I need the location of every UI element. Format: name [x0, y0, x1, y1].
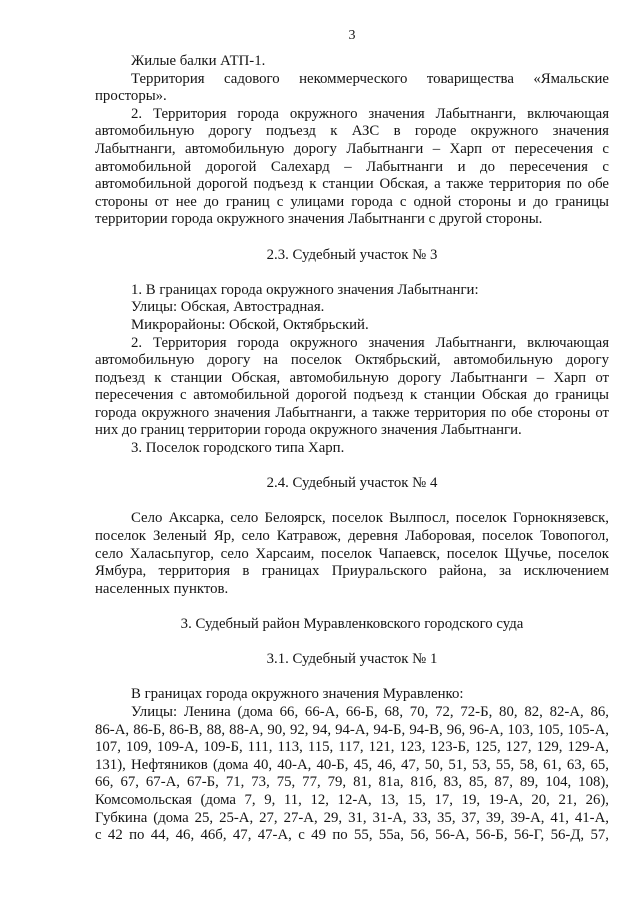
section-heading: 3.1. Судебный участок № 1: [266, 651, 438, 668]
text-line: 2. Территория города окружного значения Лабытнанги, включающая: [131, 105, 609, 122]
paragraph-spacer: [95, 229, 609, 247]
paragraph-spacer: [95, 458, 609, 476]
paragraph-spacer: [95, 634, 609, 652]
text-line: автомобильную дорогу подъезд к АЗС в городе окружного значения: [95, 123, 609, 140]
text-line: Губкина (дома 25, 25-А, 27, 27-А, 29, 31, 31-А, 33, 35, 37, 39, 39-А, 41, 41-А,: [95, 809, 609, 826]
text-line: автомобильной дорогой Салехард – Лабытнанги и до пересечения с: [95, 158, 609, 175]
section-2-3-text: [95, 282, 609, 458]
text-line: поселок Зеленый Яр, село Катравож, деревня Лаборовая, поселок Товопогол,: [95, 528, 609, 545]
text-line: Территория садового некоммерческого товарищества «Ямальские: [131, 70, 609, 87]
text-line: пересечения с автомобильной дорогой подъезд к станции Обская до границы: [95, 387, 609, 404]
text-line: Улицы: Обская, Автострадная.: [131, 299, 325, 316]
text-line: 86-А, 86-Б, 86-В, 88, 88-А, 90, 92, 94, 94-А, 94-Б, 94-В, 96, 96-А, 103, 105, 105-А,: [95, 721, 609, 738]
text-line: Лабытнанги, автомобильную дорогу Лабытнанги – Харп от пересечения с: [95, 140, 609, 157]
continuation-text: [95, 53, 609, 229]
paragraph-spacer: [95, 669, 609, 687]
text-line: Село Аксарка, село Белоярск, поселок Вылпосл, поселок Горнокнязевск,: [131, 510, 609, 527]
text-line: населенных пунктов.: [95, 580, 229, 597]
text-line: них до границ территории города окружного значения Лабытнанги.: [95, 422, 522, 439]
section-heading: 3. Судебный район Муравленковского городского суда: [180, 616, 524, 632]
paragraph-spacer: [95, 598, 609, 616]
text-line: подъезд к станции Обская, автомобильную дорогу Лабытнанги – Харп от: [95, 369, 609, 386]
text-line: территории города окружного значения Лабытнанги с другой стороны.: [95, 211, 543, 228]
text-line: 107, 109, 109-А, 109-Б, 111, 113, 115, 117, 121, 123, 123-Б, 125, 127, 129, 129-А,: [95, 739, 609, 756]
text-line: 131), Нефтяников (дома 40, 40-А, 40-Б, 45, 46, 47, 50, 51, 53, 55, 58, 61, 63, 65,: [95, 756, 609, 773]
text-line: 2. Территория города окружного значения Лабытнанги, включающая: [131, 334, 609, 351]
text-line: Улицы: Ленина (дома 66, 66-А, 66-Б, 68, 70, 72, 72-Б, 80, 82, 82-А, 86,: [131, 703, 609, 720]
text-line: В границах города окружного значения Муравленко:: [131, 686, 464, 703]
text-line: Ямбура, территория в границах Приуральского района, за исключением: [95, 563, 609, 580]
text-line: города окружного значения Лабытнанги, а также территория по обе стороны от: [95, 404, 609, 421]
text-line: 66, 67, 67-А, 67-Б, 71, 73, 75, 77, 79, 81, 81а, 81б, 83, 85, 87, 89, 104, 108),: [95, 774, 609, 791]
text-line: автомобильную дорогу на поселок Октябрьский, автомобильную дорогу: [95, 352, 609, 369]
page-number: 3: [348, 28, 356, 43]
text-line: Комсомольская (дома 7, 9, 11, 12, 12-А, 13, 15, 17, 19, 19-А, 20, 21, 26),: [95, 791, 609, 808]
text-line: стороны от нее до границ с улицами города с одной стороны и до границы: [95, 193, 609, 210]
section-3-1-text: [95, 686, 609, 844]
document-body: [95, 53, 609, 845]
paragraph-spacer: [95, 493, 609, 511]
text-line: автомобильной дорогой подъезд к станции Обская, а также территория по обе: [95, 176, 609, 193]
section-heading: 2.3. Судебный участок № 3: [266, 246, 438, 263]
text-line: просторы».: [95, 88, 167, 105]
text-line: село Халасьпугор, село Харсаим, поселок Чапаевск, поселок Щучье, поселок: [95, 545, 609, 562]
section-2-4-text: [95, 510, 609, 598]
text-line: с 42 по 44, 46, 46б, 47, 47-А, с 49 по 55, 55а, 56, 56-А, 56-Б, 56-Г, 56-Д, 57,: [95, 827, 609, 844]
text-line: 3. Поселок городского типа Харп.: [131, 440, 345, 457]
text-line: 1. В границах города окружного значения Лабытнанги:: [131, 281, 479, 298]
section-heading: 2.4. Судебный участок № 4: [266, 475, 438, 492]
text-line: Микрорайоны: Обской, Октябрьский.: [131, 316, 369, 333]
paragraph-spacer: [95, 264, 609, 282]
text-line: Жилые балки АТП-1.: [131, 53, 266, 69]
